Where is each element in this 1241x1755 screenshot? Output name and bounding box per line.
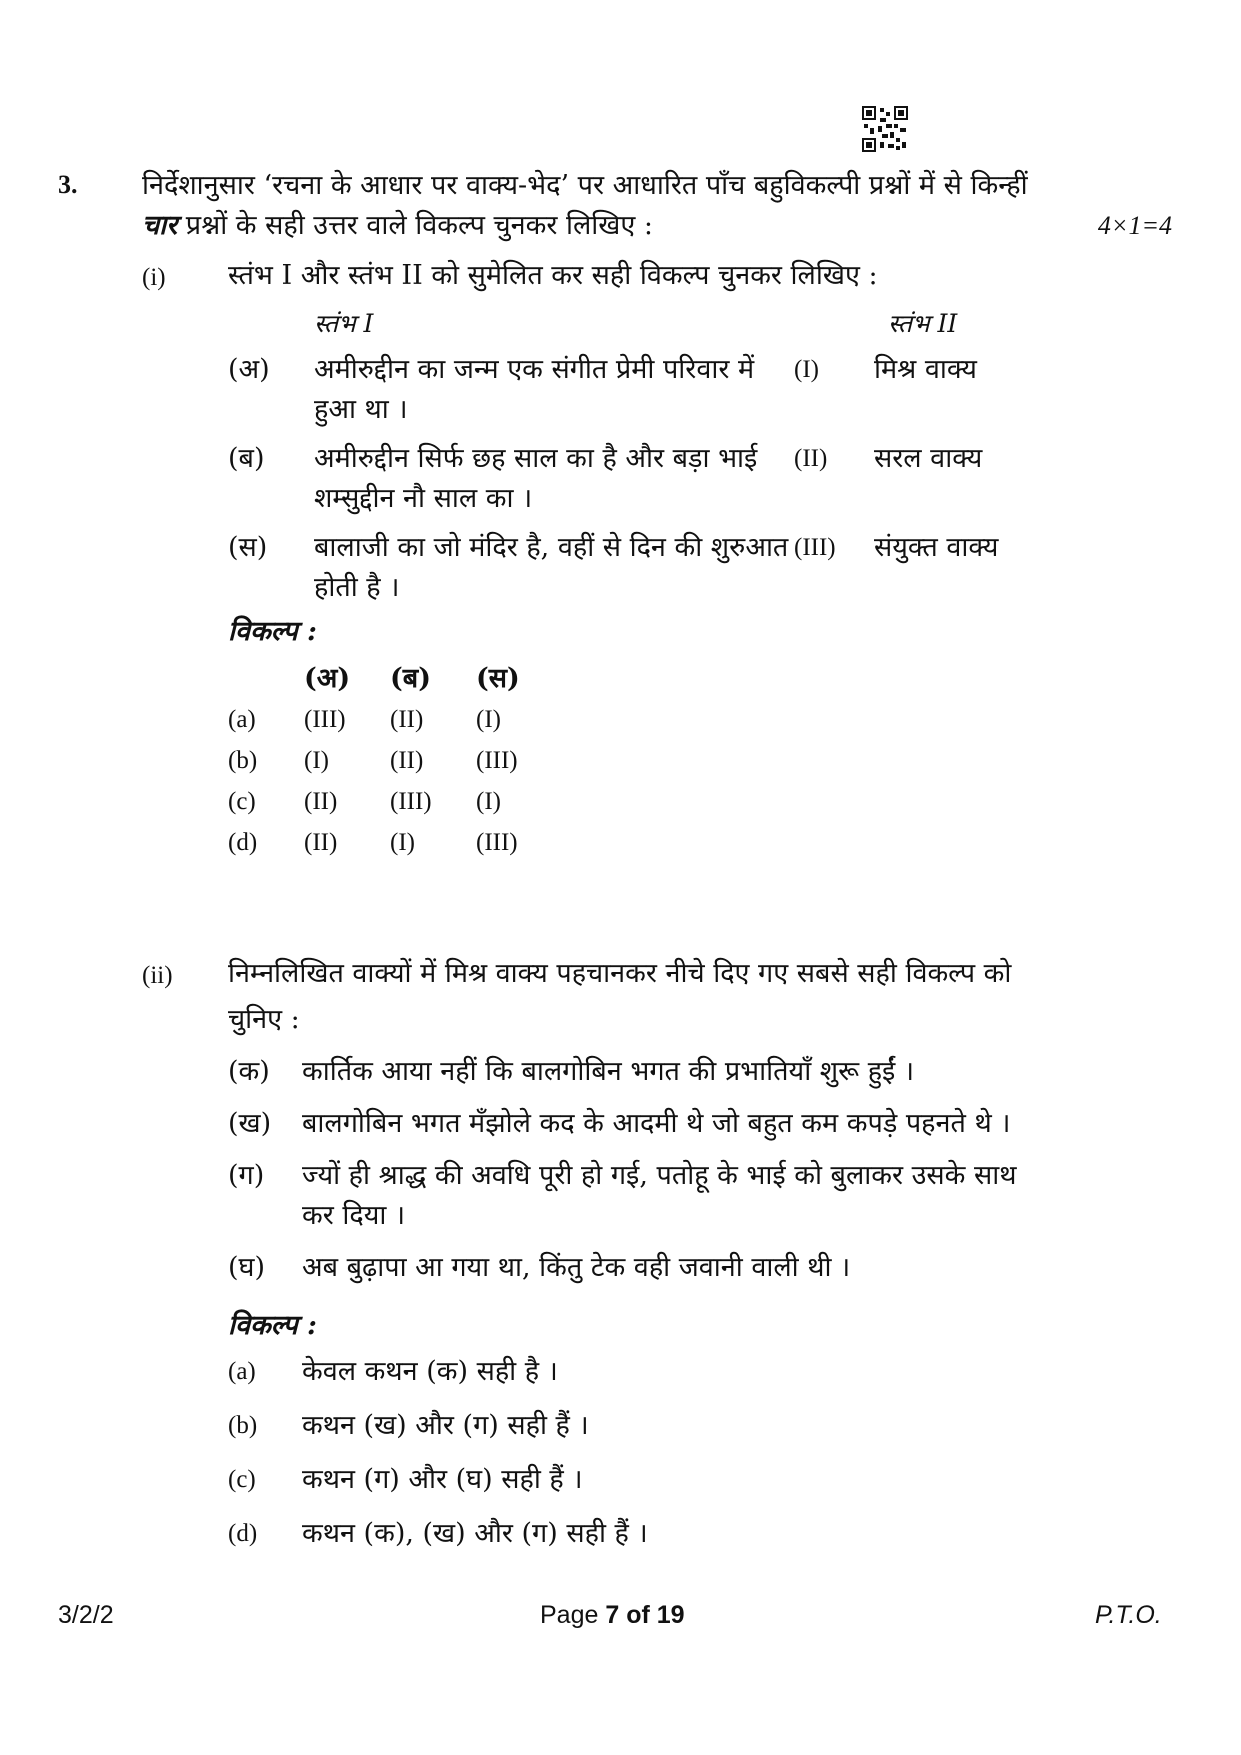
statement-text: बालगोबिन भगत मँझोले कद के आदमी थे जो बहुत कम कपड़े पहनते थे । (302, 1108, 1011, 1139)
pair-label: (अ) (228, 354, 270, 385)
page-indicator (540, 1601, 685, 1630)
subq-ii-prompt-line2: चुनिए : (228, 1004, 300, 1035)
question-intro (142, 166, 1172, 246)
pair-statement: बालाजी का जो मंदिर है, वहीं से दिन की शुरुआत होती है । (314, 532, 789, 603)
statement-label: (घ) (228, 1252, 266, 1283)
qr-code-icon (862, 106, 908, 152)
statement-text: ज्यों ही श्राद्ध की अवधि पूरी हो गई, पतोहू के भाई को बुलाकर उसके साथ (302, 1160, 1017, 1191)
option-letter: (c) (228, 788, 256, 815)
option-text: कथन (ग) और (घ) सही हैं । (302, 1464, 583, 1495)
subq-i-options (228, 658, 562, 863)
subq-ii-options (228, 1352, 648, 1554)
statement-label: (ग) (228, 1160, 265, 1191)
option-value: (III) (476, 829, 518, 856)
statement-item (228, 1248, 1017, 1288)
pair-roman: (II) (794, 445, 828, 472)
option-row[interactable] (228, 740, 562, 781)
options-header-col: (ब) (390, 663, 431, 694)
option-letter: (c) (228, 1466, 256, 1493)
column-2-header: स्तंभ II (888, 309, 958, 338)
option-value: (III) (304, 706, 346, 733)
option-item[interactable] (228, 1460, 648, 1500)
subq-ii-number: (ii) (142, 962, 173, 989)
options-header-row (228, 658, 562, 699)
option-item[interactable] (228, 1406, 648, 1446)
option-item[interactable] (228, 1352, 648, 1392)
question-intro-emphasis: चार (142, 210, 178, 241)
match-pair (228, 528, 1074, 608)
page-current: 7 (605, 1601, 620, 1629)
option-row[interactable] (228, 781, 562, 822)
option-text: कथन (ख) और (ग) सही हैं । (302, 1410, 589, 1441)
page-of: of (619, 1601, 657, 1629)
option-value: (II) (304, 788, 338, 815)
question-intro-rest: प्रश्नों के सही उत्तर वाले विकल्प चुनकर लिखिए : (177, 210, 653, 241)
option-value: (II) (304, 829, 338, 856)
pair-roman: (I) (794, 356, 819, 383)
option-letter: (d) (228, 829, 258, 856)
option-letter: (d) (228, 1520, 258, 1547)
pto-label: P.T.O. (1095, 1601, 1162, 1629)
pair-sentence-type: संयुक्त वाक्य (874, 532, 999, 563)
page-total: 19 (656, 1601, 685, 1629)
paper-code: 3/2/2 (58, 1601, 114, 1629)
option-text: केवल कथन (क) सही है । (302, 1356, 558, 1387)
option-letter: (a) (228, 706, 256, 733)
option-value: (I) (390, 829, 415, 856)
subq-i-number: (i) (142, 264, 166, 291)
pair-statement: अमीरुद्दीन का जन्म एक संगीत प्रेमी परिवार में हुआ था । (314, 354, 755, 425)
statement-text: कार्तिक आया नहीं कि बालगोबिन भगत की प्रभातियाँ शुरू हुईं । (302, 1056, 915, 1087)
option-value: (I) (476, 788, 501, 815)
question-intro-line1: निर्देशानुसार ‘रचना के आधार पर वाक्य-भेद’ पर आधारित पाँच बहुविकल्पी प्रश्नों में से किन्हीं (142, 170, 1028, 201)
option-row[interactable] (228, 822, 562, 863)
match-pairs (228, 350, 1074, 617)
subq-ii-options-label: विकल्प : (228, 1310, 318, 1341)
option-value: (II) (390, 747, 424, 774)
pair-label: (स) (228, 532, 268, 563)
option-value: (II) (390, 706, 424, 733)
pair-statement: अमीरुद्दीन सिर्फ छह साल का है और बड़ा भाई शम्सुद्दीन नौ साल का । (314, 443, 758, 514)
options-header-col: (अ) (304, 663, 351, 694)
option-value: (III) (390, 788, 432, 815)
pair-roman: (III) (794, 534, 836, 561)
statements (228, 1052, 1017, 1288)
subq-i-prompt: स्तंभ I और स्तंभ II को सुमेलित कर सही विकल्प चुनकर लिखिए : (228, 260, 878, 291)
subq-i-options-label: विकल्प : (228, 616, 318, 647)
question-marks: 4×1=4 (1097, 211, 1172, 240)
option-row[interactable] (228, 699, 562, 740)
options-header-col: (स) (476, 663, 520, 694)
question-number: 3. (58, 170, 78, 199)
statement-continuation (228, 1196, 1017, 1236)
statement-item (228, 1052, 1017, 1092)
option-text: कथन (क), (ख) और (ग) सही हैं । (302, 1518, 648, 1549)
option-value: (III) (476, 747, 518, 774)
option-value: (I) (304, 747, 329, 774)
page-prefix: Page (540, 1601, 606, 1629)
statement-label: (क) (228, 1056, 270, 1087)
question-intro-line2 (142, 206, 1172, 246)
column-1-header: स्तंभ I (314, 309, 374, 338)
statement-text-cont: कर दिया । (302, 1200, 406, 1231)
pair-label: (ब) (228, 443, 265, 474)
match-pair (228, 439, 1074, 519)
statement-item (228, 1104, 1017, 1144)
statement-label: (ख) (228, 1108, 272, 1139)
option-letter: (b) (228, 747, 258, 774)
option-letter: (a) (228, 1358, 256, 1385)
match-pair (228, 350, 1074, 430)
option-value: (I) (476, 706, 501, 733)
pair-sentence-type: सरल वाक्य (874, 443, 983, 474)
option-letter: (b) (228, 1412, 258, 1439)
statement-item (228, 1156, 1017, 1196)
statement-text: अब बुढ़ापा आ गया था, किंतु टेक वही जवानी वाली थी । (302, 1252, 851, 1283)
subq-ii-prompt-line1: निम्नलिखित वाक्यों में मिश्र वाक्य पहचानकर नीचे दिए गए सबसे सही विकल्प को (228, 958, 1012, 989)
pair-sentence-type: मिश्र वाक्य (874, 354, 977, 385)
option-item[interactable] (228, 1514, 648, 1554)
